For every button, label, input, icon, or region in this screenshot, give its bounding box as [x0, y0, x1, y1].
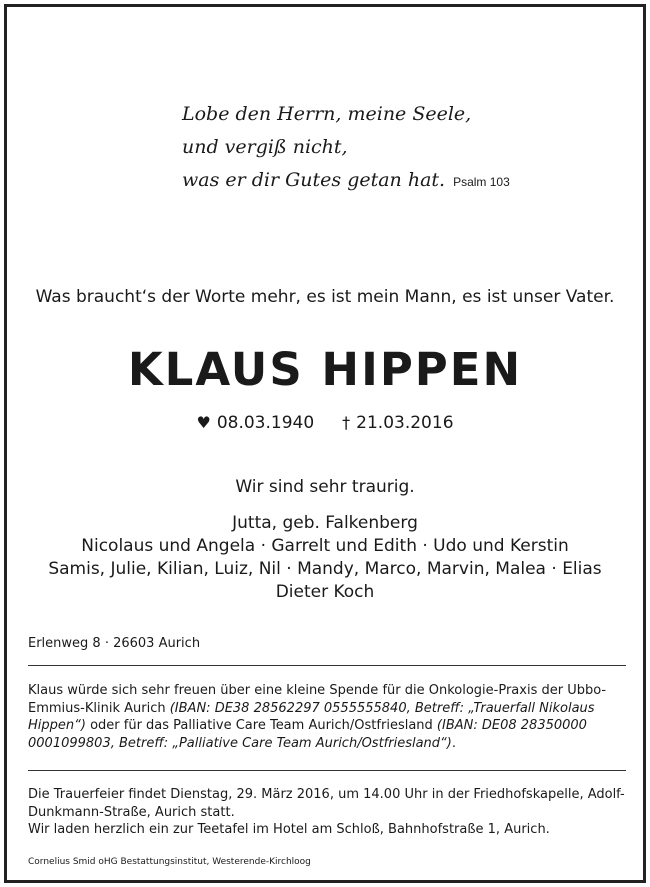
divider-2 — [28, 770, 626, 771]
donation-iban-2: (IBAN: DE08 28350000 0001099803, Betreff: „Palliative Care Team Aurich/Ostfriesland“) — [28, 718, 587, 751]
donation-text-2: oder für das Palliative Care Team Aurich/Ostfriesland — [85, 718, 437, 733]
psalm-source: Psalm 103 — [453, 175, 510, 189]
donation-text-3: . — [451, 735, 456, 751]
heart-icon: ♥ — [196, 413, 211, 432]
funeral-home-footer: Cornelius Smid oHG Bestattungsinstitut, Westerende-Kirchloog — [28, 857, 311, 867]
mourning-statement: Wir sind sehr traurig. — [235, 477, 415, 497]
deceased-name: KLAUS HIPPEN — [127, 343, 523, 396]
ceremony-line-2: Wir laden herzlich ein zur Teetafel im Hotel am Schloß, Bahnhofstraße 1, Aurich. — [28, 822, 550, 837]
address: Erlenweg 8 · 26603 Aurich — [28, 636, 201, 651]
family-line-1: Jutta, geb. Falkenberg — [232, 513, 418, 533]
divider-1 — [28, 665, 626, 666]
donation-text-1: Klaus würde sich sehr freuen über eine kleine Spende für die Onkologie-Praxis der Ubbo-Emmius-Klinik Aurich — [28, 683, 607, 716]
cross-icon: † — [342, 413, 351, 432]
family-line-2: Nicolaus und Angela · Garrelt und Edith · Udo und Kerstin — [81, 536, 569, 556]
ceremony-paragraph — [28, 786, 628, 839]
family-line-3: Samis, Julie, Kilian, Luiz, Nil · Mandy, Marco, Marvin, Malea · Elias — [48, 559, 602, 579]
ceremony-line-1: Die Trauerfeier findet Dienstag, 29. März 2016, um 14.00 Uhr in der Friedhofskapelle, Adolf-Dunkmann-Straße, Aurich statt. — [28, 787, 625, 820]
donation-iban-1: (IBAN: DE38 28562297 0555555840, Betreff: „Trauerfall Nikolaus Hippen“) — [28, 700, 595, 733]
death-date: 21.03.2016 — [356, 413, 454, 433]
psalm-line-3 — [182, 164, 510, 199]
intro-text: Was braucht‘s der Worte mehr, es ist mein Mann, es ist unser Vater. — [35, 287, 615, 307]
birth-date: 08.03.1940 — [216, 413, 315, 433]
family-list — [0, 512, 650, 604]
family-line-4: Dieter Koch — [275, 582, 375, 602]
psalm-line-3-text: was er dir Gutes getan hat. — [182, 169, 446, 191]
donation-paragraph — [28, 682, 628, 752]
psalm-line-2: und vergiß nicht, — [182, 136, 348, 158]
psalm-quote — [182, 98, 510, 199]
psalm-line-1: Lobe den Herrn, meine Seele, — [182, 103, 472, 125]
life-dates — [0, 413, 650, 433]
